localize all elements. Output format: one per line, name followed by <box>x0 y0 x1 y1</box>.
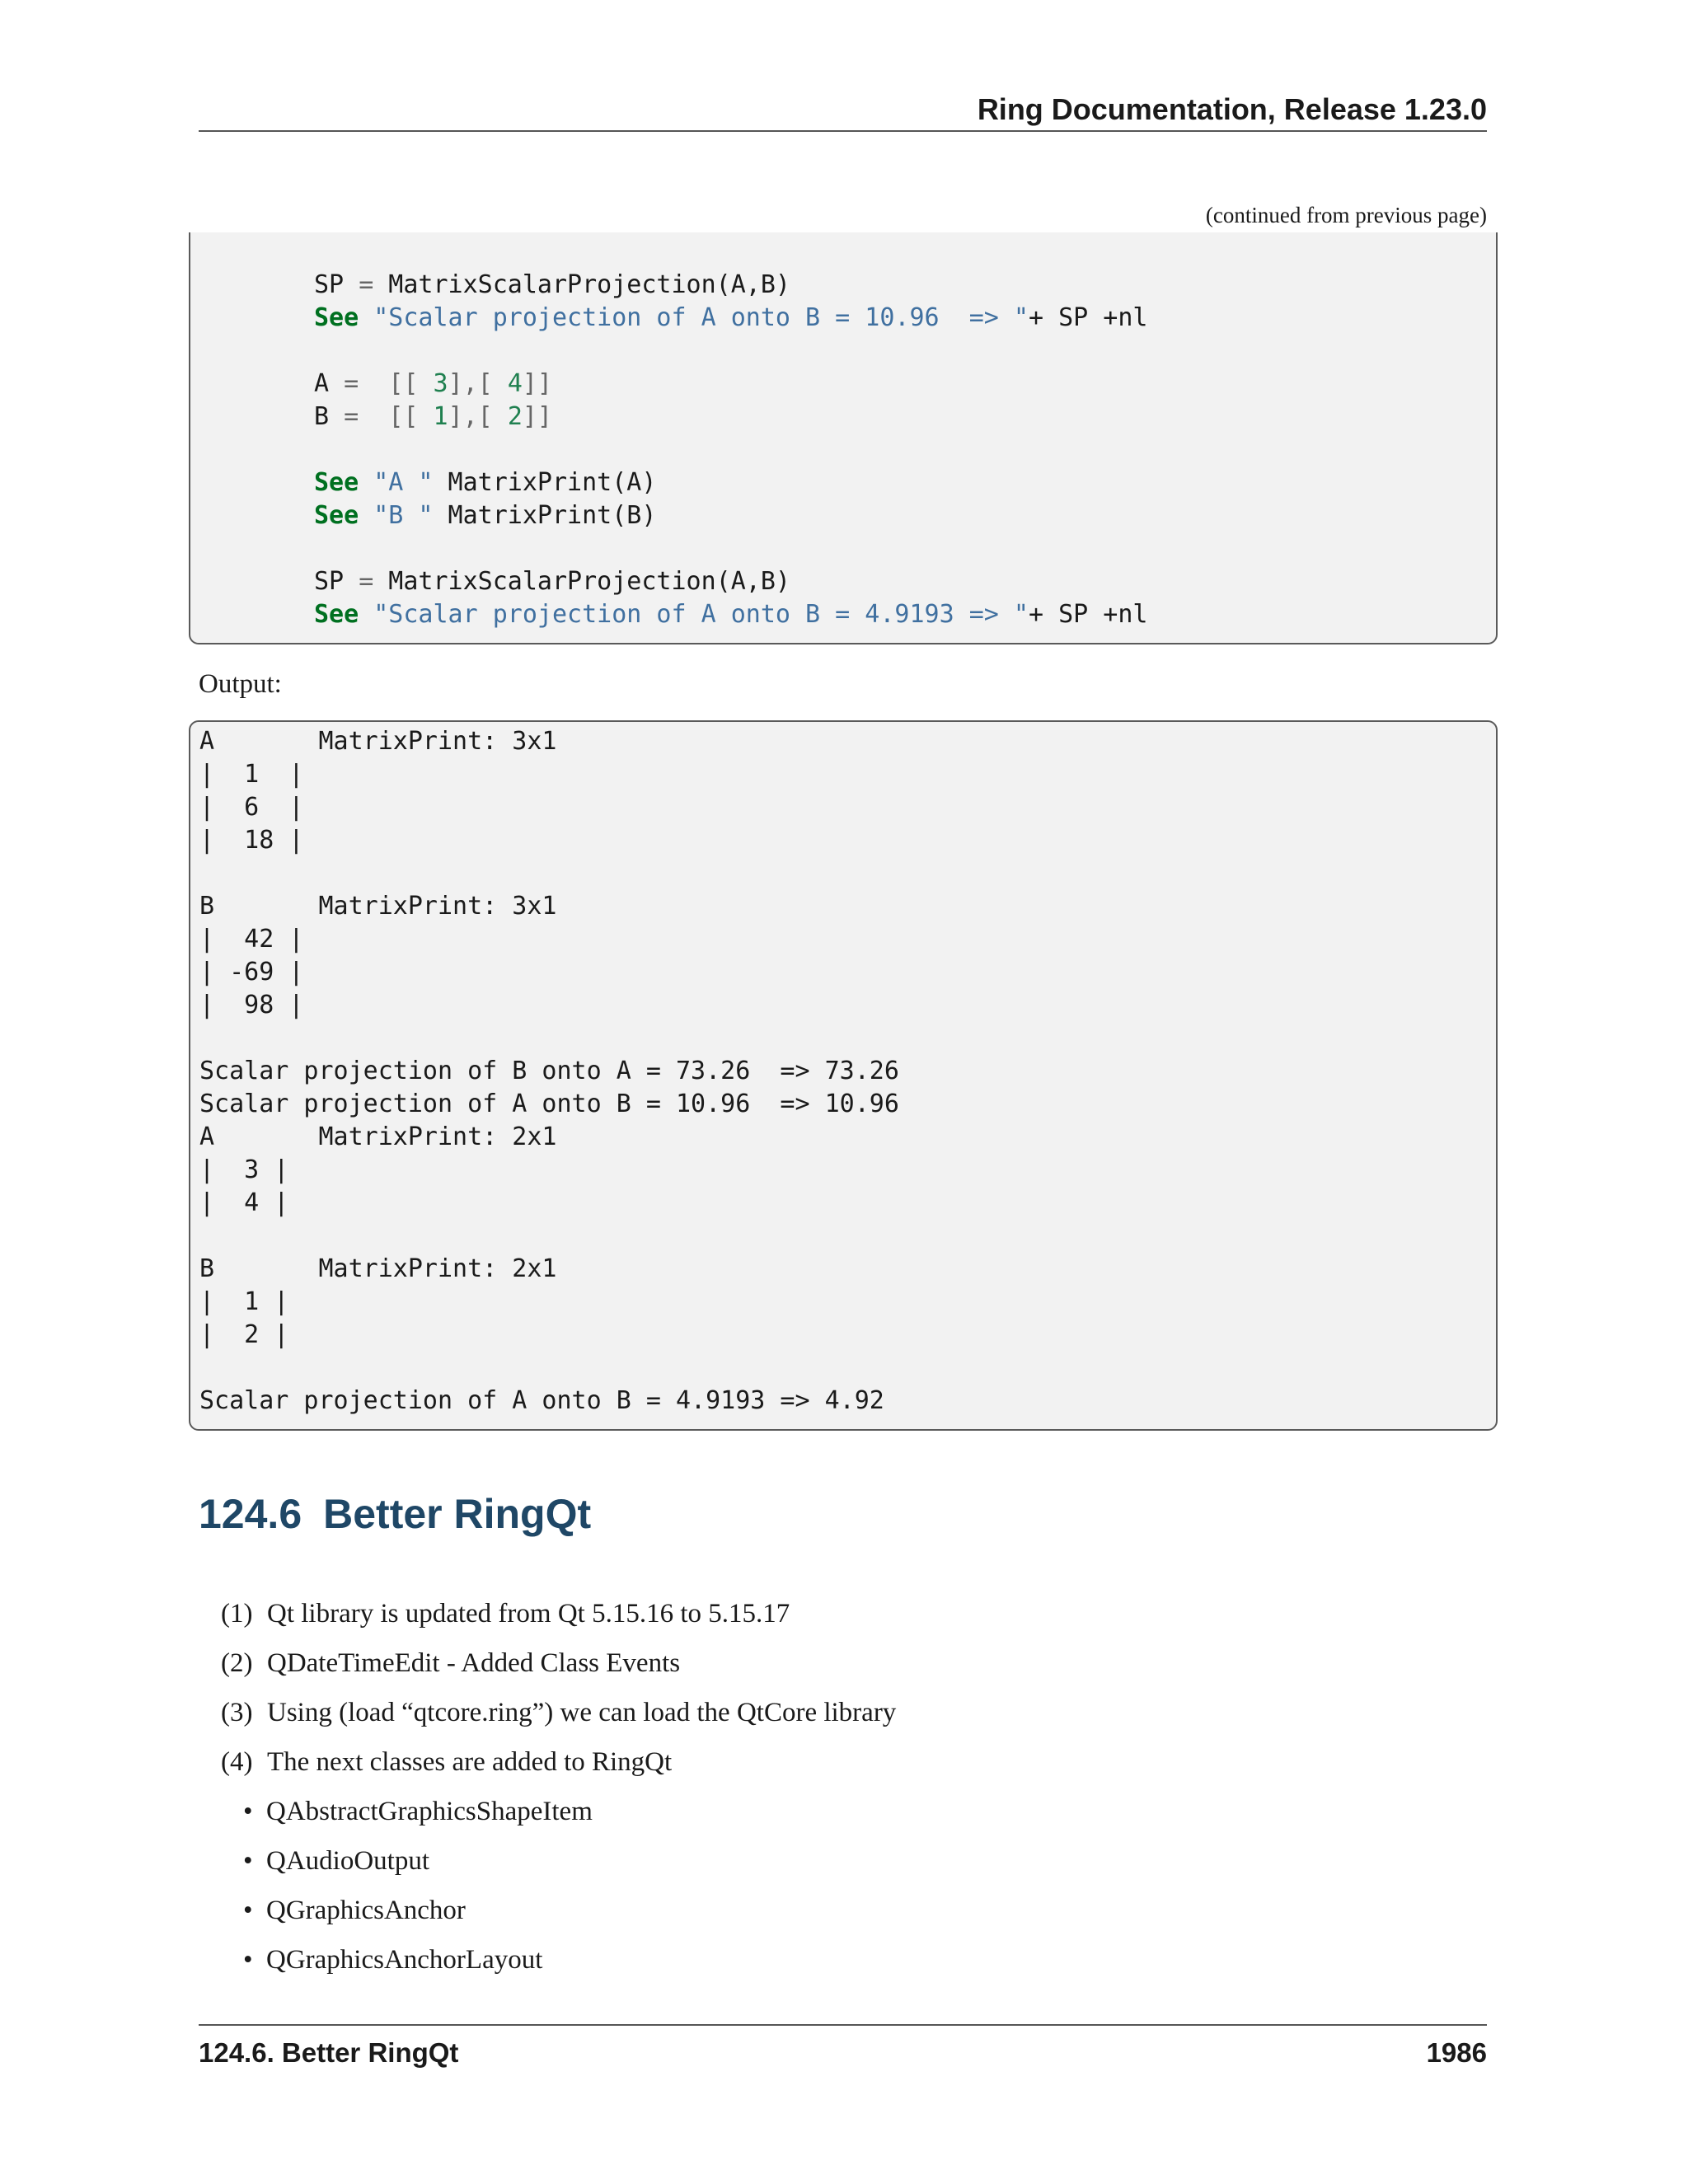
output-lines <box>199 725 899 1418</box>
output-label: Output: <box>199 669 282 699</box>
code-token: [[ <box>388 369 434 398</box>
code-token: + SP +nl <box>1028 600 1148 629</box>
code-token: See <box>314 501 359 530</box>
code-token: ],[ <box>448 402 508 431</box>
code-token <box>359 402 388 431</box>
bullet-item <box>243 1787 593 1836</box>
code-token <box>359 303 373 332</box>
code-token: SP <box>314 567 359 596</box>
output-block <box>189 720 1498 1431</box>
code-token: MatrixScalarProjection(A,B) <box>373 270 790 299</box>
code-token: = <box>359 567 374 596</box>
code-token: MatrixScalarProjection(A,B) <box>373 567 790 596</box>
code-token: MatrixPrint(A) <box>433 468 657 497</box>
output-line: | 4 | <box>199 1188 289 1217</box>
bullet-icon: • <box>243 1846 253 1876</box>
section-heading <box>199 1490 591 1538</box>
output-line: A MatrixPrint: 2x1 <box>199 1122 557 1151</box>
list-marker: (1) <box>221 1599 253 1629</box>
section-title: Better RingQt <box>323 1491 592 1537</box>
code-token: See <box>314 600 359 629</box>
list-marker: (3) <box>221 1698 253 1727</box>
footer-section-title: 124.6. Better RingQt <box>199 2037 459 2068</box>
code-token: + SP +nl <box>1028 303 1148 332</box>
list-item <box>221 1737 896 1787</box>
list-item-text: The next classes are added to RingQt <box>267 1747 673 1777</box>
page-footer <box>199 2024 1487 2092</box>
output-line: B MatrixPrint: 2x1 <box>199 1254 557 1283</box>
output-line: | 18 | <box>199 826 304 855</box>
code-token: MatrixPrint(B) <box>433 501 657 530</box>
code-token: "Scalar projection of A onto B = 10.96 => " <box>373 303 1029 332</box>
output-line: B MatrixPrint: 3x1 <box>199 892 557 921</box>
output-line: | 1 | <box>199 1287 289 1316</box>
output-line: Scalar projection of A onto B = 4.9193 => 4.92 <box>199 1386 884 1415</box>
code-token: 4 <box>507 369 523 398</box>
code-block <box>189 232 1498 644</box>
code-token: SP <box>314 270 359 299</box>
code-token: = <box>344 402 359 431</box>
bullet-item-text: QGraphicsAnchor <box>266 1896 466 1925</box>
bullet-list <box>243 1787 593 1985</box>
code-token: "Scalar projection of A onto B = 4.9193 => " <box>373 600 1029 629</box>
list-item-text: Using (load “qtcore.ring”) we can load the QtCore library <box>267 1698 897 1727</box>
code-token: See <box>314 468 359 497</box>
code-token: ],[ <box>448 369 508 398</box>
code-line <box>314 600 1147 629</box>
code-line <box>314 501 656 530</box>
code-token: 1 <box>433 402 448 431</box>
code-token: See <box>314 303 359 332</box>
output-line: | 1 | <box>199 760 304 789</box>
list-item-text: Qt library is updated from Qt 5.15.16 to 5.15.17 <box>267 1599 790 1629</box>
list-marker: (2) <box>221 1648 253 1678</box>
code-token: ]] <box>522 369 552 398</box>
code-token <box>359 600 373 629</box>
code-token: "B " <box>373 501 434 530</box>
code-line <box>314 468 656 497</box>
code-token: 3 <box>433 369 448 398</box>
code-token <box>359 369 388 398</box>
output-line: A MatrixPrint: 3x1 <box>199 727 557 756</box>
output-line: Scalar projection of A onto B = 10.96 => 10.96 <box>199 1090 899 1118</box>
code-lines <box>314 269 1147 631</box>
bullet-icon: • <box>243 1797 253 1826</box>
code-token <box>359 468 373 497</box>
code-token: A <box>314 369 345 398</box>
code-token <box>359 501 373 530</box>
list-item <box>221 1638 896 1688</box>
section-number: 124.6 <box>199 1491 302 1537</box>
bullet-item <box>243 1836 593 1886</box>
bullet-item-text: QGraphicsAnchorLayout <box>266 1945 543 1975</box>
code-line <box>314 567 790 596</box>
bullet-item <box>243 1886 593 1935</box>
code-line <box>314 402 552 431</box>
output-line: | -69 | <box>199 958 304 987</box>
output-line: Scalar projection of B onto A = 73.26 => 73.26 <box>199 1057 899 1085</box>
code-token: = <box>344 369 359 398</box>
code-token: = <box>359 270 374 299</box>
code-token: 2 <box>507 402 523 431</box>
bullet-item <box>243 1935 593 1985</box>
code-token: ]] <box>522 402 552 431</box>
code-token: B <box>314 402 345 431</box>
code-line <box>314 270 790 299</box>
list-item <box>221 1589 896 1638</box>
list-item-text: QDateTimeEdit - Added Class Events <box>267 1648 681 1678</box>
continued-note: (continued from previous page) <box>1205 203 1487 227</box>
bullet-item-text: QAudioOutput <box>266 1846 429 1876</box>
bullet-icon: • <box>243 1945 253 1975</box>
bullet-icon: • <box>243 1896 253 1925</box>
code-token: [[ <box>388 402 434 431</box>
output-line: | 42 | <box>199 925 304 954</box>
list-item <box>221 1688 896 1737</box>
code-line <box>314 369 552 398</box>
code-line <box>314 303 1147 332</box>
bullet-item-text: QAbstractGraphicsShapeItem <box>266 1797 593 1826</box>
list-marker: (4) <box>221 1747 253 1777</box>
page-header <box>199 89 1487 132</box>
output-line: | 3 | <box>199 1155 289 1184</box>
output-line: | 2 | <box>199 1320 289 1349</box>
enumerated-list <box>221 1589 896 1787</box>
code-token: "A " <box>373 468 434 497</box>
page-number: 1986 <box>1426 2037 1487 2068</box>
header-title: Ring Documentation, Release 1.23.0 <box>977 92 1487 126</box>
output-line: | 6 | <box>199 793 304 822</box>
output-line: | 98 | <box>199 991 304 1019</box>
